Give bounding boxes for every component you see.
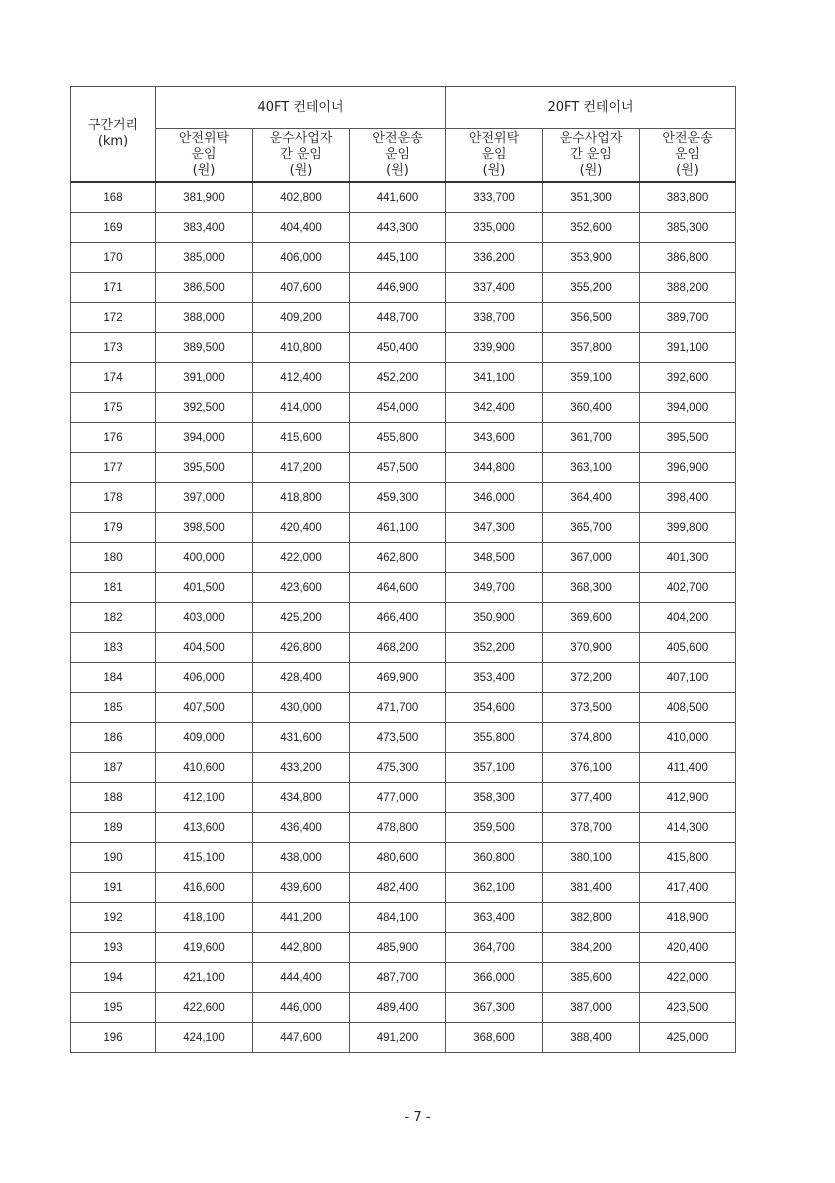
20ft-carrier-cell: 359,100 — [543, 363, 640, 393]
table-row — [71, 273, 736, 303]
table-row — [71, 903, 736, 933]
table-body — [71, 182, 736, 1053]
20ft-transport-cell: 388,200 — [640, 273, 736, 303]
40ft-carrier-cell: 438,000 — [253, 843, 350, 873]
40ft-consign-cell: 406,000 — [156, 663, 253, 693]
20ft-consign-cell: 360,800 — [446, 843, 543, 873]
40ft-consign-cell: 419,600 — [156, 933, 253, 963]
40ft-transport-cell: 459,300 — [350, 483, 446, 513]
20ft-carrier-cell: 377,400 — [543, 783, 640, 813]
20ft-consign-cell: 358,300 — [446, 783, 543, 813]
20ft-consign-cell: 341,100 — [446, 363, 543, 393]
distance-cell: 191 — [71, 873, 156, 903]
table-row — [71, 513, 736, 543]
20ft-carrier-cell: 365,700 — [543, 513, 640, 543]
40ft-transport-cell: 445,100 — [350, 243, 446, 273]
40ft-consign-cell: 398,500 — [156, 513, 253, 543]
40ft-carrier-cell: 442,800 — [253, 933, 350, 963]
table-row — [71, 813, 736, 843]
20ft-transport-cell: 410,000 — [640, 723, 736, 753]
distance-cell: 188 — [71, 783, 156, 813]
20ft-consign-cell: 364,700 — [446, 933, 543, 963]
40ft-consign-cell: 412,100 — [156, 783, 253, 813]
table-row — [71, 963, 736, 993]
page-number: - 7 - — [404, 1110, 431, 1125]
40ft-transport-cell: 484,100 — [350, 903, 446, 933]
20ft-consign-cell: 366,000 — [446, 963, 543, 993]
20ft-consign-cell: 348,500 — [446, 543, 543, 573]
40ft-transport-cell: 457,500 — [350, 453, 446, 483]
40ft-transport-cell: 482,400 — [350, 873, 446, 903]
40ft-transport-cell: 452,200 — [350, 363, 446, 393]
20ft-carrier-cell: 381,400 — [543, 873, 640, 903]
20ft-transport-cell: 392,600 — [640, 363, 736, 393]
table-row — [71, 453, 736, 483]
20ft-transport-cell: 423,500 — [640, 993, 736, 1023]
20ft-transport-cell: 394,000 — [640, 393, 736, 423]
table-row — [71, 333, 736, 363]
distance-cell: 168 — [71, 182, 156, 213]
20ft-transport-cell: 405,600 — [640, 633, 736, 663]
20ft-consign-cell: 342,400 — [446, 393, 543, 423]
40ft-consign-cell: 416,600 — [156, 873, 253, 903]
20ft-consign-cell: 347,300 — [446, 513, 543, 543]
40ft-consign-cell: 391,000 — [156, 363, 253, 393]
20ft-consign-cell: 333,700 — [446, 182, 543, 213]
header-20ft-consign: 안전위탁 운임 (원) — [446, 129, 543, 183]
20ft-consign-cell: 363,400 — [446, 903, 543, 933]
20ft-carrier-cell: 385,600 — [543, 963, 640, 993]
distance-cell: 194 — [71, 963, 156, 993]
20ft-consign-cell: 335,000 — [446, 213, 543, 243]
20ft-consign-cell: 353,400 — [446, 663, 543, 693]
40ft-consign-cell: 403,000 — [156, 603, 253, 633]
20ft-carrier-cell: 361,700 — [543, 423, 640, 453]
header-group-20ft: 20FT 컨테이너 — [446, 87, 736, 129]
20ft-transport-cell: 398,400 — [640, 483, 736, 513]
20ft-transport-cell: 395,500 — [640, 423, 736, 453]
distance-cell: 181 — [71, 573, 156, 603]
40ft-transport-cell: 480,600 — [350, 843, 446, 873]
table-row — [71, 393, 736, 423]
40ft-transport-cell: 446,900 — [350, 273, 446, 303]
40ft-transport-cell: 448,700 — [350, 303, 446, 333]
40ft-carrier-cell: 426,800 — [253, 633, 350, 663]
20ft-consign-cell: 355,800 — [446, 723, 543, 753]
20ft-transport-cell: 404,200 — [640, 603, 736, 633]
40ft-transport-cell: 489,400 — [350, 993, 446, 1023]
40ft-transport-cell: 485,900 — [350, 933, 446, 963]
distance-cell: 184 — [71, 663, 156, 693]
20ft-carrier-cell: 357,800 — [543, 333, 640, 363]
distance-cell: 171 — [71, 273, 156, 303]
20ft-transport-cell: 383,800 — [640, 182, 736, 213]
table-row — [71, 363, 736, 393]
40ft-carrier-cell: 444,400 — [253, 963, 350, 993]
40ft-carrier-cell: 410,800 — [253, 333, 350, 363]
40ft-consign-cell: 383,400 — [156, 213, 253, 243]
20ft-consign-cell: 337,400 — [446, 273, 543, 303]
20ft-consign-cell: 362,100 — [446, 873, 543, 903]
20ft-transport-cell: 414,300 — [640, 813, 736, 843]
table-row — [71, 753, 736, 783]
table-row — [71, 213, 736, 243]
20ft-carrier-cell: 364,400 — [543, 483, 640, 513]
20ft-carrier-cell: 367,000 — [543, 543, 640, 573]
40ft-consign-cell: 400,000 — [156, 543, 253, 573]
40ft-carrier-cell: 414,000 — [253, 393, 350, 423]
distance-cell: 170 — [71, 243, 156, 273]
40ft-transport-cell: 468,200 — [350, 633, 446, 663]
table-row — [71, 243, 736, 273]
20ft-consign-cell: 367,300 — [446, 993, 543, 1023]
header-20ft-carrier: 운수사업자 간 운임 (원) — [543, 129, 640, 183]
40ft-carrier-cell: 412,400 — [253, 363, 350, 393]
20ft-consign-cell: 349,700 — [446, 573, 543, 603]
40ft-consign-cell: 395,500 — [156, 453, 253, 483]
40ft-transport-cell: 443,300 — [350, 213, 446, 243]
table-row — [71, 543, 736, 573]
40ft-consign-cell: 410,600 — [156, 753, 253, 783]
20ft-transport-cell: 386,800 — [640, 243, 736, 273]
distance-cell: 182 — [71, 603, 156, 633]
distance-cell: 186 — [71, 723, 156, 753]
40ft-carrier-cell: 439,600 — [253, 873, 350, 903]
20ft-consign-cell: 336,200 — [446, 243, 543, 273]
distance-cell: 195 — [71, 993, 156, 1023]
header-20ft-transport: 안전운송 운임 (원) — [640, 129, 736, 183]
40ft-transport-cell: 469,900 — [350, 663, 446, 693]
20ft-carrier-cell: 387,000 — [543, 993, 640, 1023]
40ft-consign-cell: 424,100 — [156, 1023, 253, 1053]
20ft-carrier-cell: 370,900 — [543, 633, 640, 663]
20ft-consign-cell: 344,800 — [446, 453, 543, 483]
20ft-carrier-cell: 360,400 — [543, 393, 640, 423]
40ft-consign-cell: 409,000 — [156, 723, 253, 753]
table-row — [71, 843, 736, 873]
40ft-consign-cell: 388,000 — [156, 303, 253, 333]
20ft-carrier-cell: 355,200 — [543, 273, 640, 303]
40ft-consign-cell: 392,500 — [156, 393, 253, 423]
40ft-consign-cell: 386,500 — [156, 273, 253, 303]
20ft-transport-cell: 425,000 — [640, 1023, 736, 1053]
distance-cell: 180 — [71, 543, 156, 573]
fare-table — [70, 86, 736, 1053]
distance-cell: 185 — [71, 693, 156, 723]
20ft-transport-cell: 418,900 — [640, 903, 736, 933]
40ft-consign-cell: 389,500 — [156, 333, 253, 363]
20ft-carrier-cell: 378,700 — [543, 813, 640, 843]
40ft-consign-cell: 418,100 — [156, 903, 253, 933]
distance-cell: 183 — [71, 633, 156, 663]
40ft-carrier-cell: 446,000 — [253, 993, 350, 1023]
20ft-carrier-cell: 374,800 — [543, 723, 640, 753]
20ft-transport-cell: 422,000 — [640, 963, 736, 993]
distance-cell: 178 — [71, 483, 156, 513]
table-row — [71, 1023, 736, 1053]
40ft-consign-cell: 401,500 — [156, 573, 253, 603]
table-row — [71, 933, 736, 963]
40ft-carrier-cell: 417,200 — [253, 453, 350, 483]
20ft-carrier-cell: 351,300 — [543, 182, 640, 213]
table-row — [71, 693, 736, 723]
20ft-carrier-cell: 352,600 — [543, 213, 640, 243]
40ft-transport-cell: 475,300 — [350, 753, 446, 783]
table-row — [71, 603, 736, 633]
distance-cell: 169 — [71, 213, 156, 243]
40ft-carrier-cell: 418,800 — [253, 483, 350, 513]
distance-cell: 174 — [71, 363, 156, 393]
distance-cell: 175 — [71, 393, 156, 423]
distance-cell: 177 — [71, 453, 156, 483]
table-row — [71, 573, 736, 603]
40ft-carrier-cell: 409,200 — [253, 303, 350, 333]
distance-cell: 193 — [71, 933, 156, 963]
40ft-consign-cell: 404,500 — [156, 633, 253, 663]
20ft-carrier-cell: 373,500 — [543, 693, 640, 723]
distance-cell: 196 — [71, 1023, 156, 1053]
table-row — [71, 303, 736, 333]
40ft-carrier-cell: 406,000 — [253, 243, 350, 273]
40ft-carrier-cell: 425,200 — [253, 603, 350, 633]
20ft-consign-cell: 352,200 — [446, 633, 543, 663]
40ft-carrier-cell: 433,200 — [253, 753, 350, 783]
40ft-consign-cell: 415,100 — [156, 843, 253, 873]
table-row — [71, 873, 736, 903]
20ft-consign-cell: 368,600 — [446, 1023, 543, 1053]
table-row — [71, 723, 736, 753]
table-header — [71, 87, 736, 183]
20ft-carrier-cell: 356,500 — [543, 303, 640, 333]
20ft-transport-cell: 412,900 — [640, 783, 736, 813]
table-row — [71, 423, 736, 453]
distance-cell: 189 — [71, 813, 156, 843]
40ft-carrier-cell: 431,600 — [253, 723, 350, 753]
40ft-carrier-cell: 404,400 — [253, 213, 350, 243]
20ft-transport-cell: 402,700 — [640, 573, 736, 603]
40ft-consign-cell: 422,600 — [156, 993, 253, 1023]
40ft-consign-cell: 407,500 — [156, 693, 253, 723]
distance-cell: 190 — [71, 843, 156, 873]
20ft-transport-cell: 420,400 — [640, 933, 736, 963]
distance-cell: 176 — [71, 423, 156, 453]
distance-cell: 187 — [71, 753, 156, 783]
40ft-transport-cell: 450,400 — [350, 333, 446, 363]
20ft-transport-cell: 399,800 — [640, 513, 736, 543]
header-40ft-carrier: 운수사업자 간 운임 (원) — [253, 129, 350, 183]
20ft-consign-cell: 346,000 — [446, 483, 543, 513]
table-row — [71, 633, 736, 663]
20ft-carrier-cell: 363,100 — [543, 453, 640, 483]
distance-cell: 192 — [71, 903, 156, 933]
20ft-consign-cell: 354,600 — [446, 693, 543, 723]
20ft-transport-cell: 407,100 — [640, 663, 736, 693]
20ft-consign-cell: 343,600 — [446, 423, 543, 453]
40ft-transport-cell: 464,600 — [350, 573, 446, 603]
20ft-carrier-cell: 388,400 — [543, 1023, 640, 1053]
40ft-carrier-cell: 423,600 — [253, 573, 350, 603]
40ft-transport-cell: 454,000 — [350, 393, 446, 423]
40ft-transport-cell: 455,800 — [350, 423, 446, 453]
40ft-carrier-cell: 422,000 — [253, 543, 350, 573]
40ft-consign-cell: 421,100 — [156, 963, 253, 993]
40ft-transport-cell: 466,400 — [350, 603, 446, 633]
40ft-carrier-cell: 430,000 — [253, 693, 350, 723]
20ft-carrier-cell: 372,200 — [543, 663, 640, 693]
20ft-transport-cell: 396,900 — [640, 453, 736, 483]
20ft-carrier-cell: 353,900 — [543, 243, 640, 273]
20ft-consign-cell: 359,500 — [446, 813, 543, 843]
20ft-transport-cell: 385,300 — [640, 213, 736, 243]
20ft-consign-cell: 338,700 — [446, 303, 543, 333]
distance-cell: 173 — [71, 333, 156, 363]
40ft-consign-cell: 394,000 — [156, 423, 253, 453]
table-row — [71, 182, 736, 213]
40ft-carrier-cell: 447,600 — [253, 1023, 350, 1053]
40ft-carrier-cell: 420,400 — [253, 513, 350, 543]
20ft-carrier-cell: 380,100 — [543, 843, 640, 873]
header-distance: 구간거리 (km) — [71, 87, 156, 183]
40ft-transport-cell: 441,600 — [350, 182, 446, 213]
20ft-transport-cell: 408,500 — [640, 693, 736, 723]
40ft-transport-cell: 462,800 — [350, 543, 446, 573]
header-40ft-consign: 안전위탁 운임 (원) — [156, 129, 253, 183]
40ft-carrier-cell: 407,600 — [253, 273, 350, 303]
40ft-carrier-cell: 402,800 — [253, 182, 350, 213]
40ft-transport-cell: 477,000 — [350, 783, 446, 813]
20ft-consign-cell: 350,900 — [446, 603, 543, 633]
table-row — [71, 483, 736, 513]
20ft-transport-cell: 401,300 — [640, 543, 736, 573]
header-40ft-transport: 안전운송 운임 (원) — [350, 129, 446, 183]
20ft-transport-cell: 415,800 — [640, 843, 736, 873]
40ft-consign-cell: 413,600 — [156, 813, 253, 843]
40ft-transport-cell: 491,200 — [350, 1023, 446, 1053]
20ft-transport-cell: 389,700 — [640, 303, 736, 333]
40ft-carrier-cell: 441,200 — [253, 903, 350, 933]
40ft-transport-cell: 471,700 — [350, 693, 446, 723]
20ft-carrier-cell: 382,800 — [543, 903, 640, 933]
40ft-consign-cell: 397,000 — [156, 483, 253, 513]
20ft-carrier-cell: 384,200 — [543, 933, 640, 963]
40ft-carrier-cell: 415,600 — [253, 423, 350, 453]
20ft-consign-cell: 339,900 — [446, 333, 543, 363]
distance-cell: 172 — [71, 303, 156, 333]
20ft-consign-cell: 357,100 — [446, 753, 543, 783]
40ft-transport-cell: 487,700 — [350, 963, 446, 993]
40ft-transport-cell: 473,500 — [350, 723, 446, 753]
20ft-transport-cell: 411,400 — [640, 753, 736, 783]
40ft-consign-cell: 381,900 — [156, 182, 253, 213]
table-row — [71, 663, 736, 693]
40ft-carrier-cell: 434,800 — [253, 783, 350, 813]
40ft-transport-cell: 461,100 — [350, 513, 446, 543]
20ft-transport-cell: 417,400 — [640, 873, 736, 903]
20ft-transport-cell: 391,100 — [640, 333, 736, 363]
20ft-carrier-cell: 376,100 — [543, 753, 640, 783]
header-group-40ft: 40FT 컨테이너 — [156, 87, 446, 129]
40ft-carrier-cell: 428,400 — [253, 663, 350, 693]
table-row — [71, 783, 736, 813]
40ft-carrier-cell: 436,400 — [253, 813, 350, 843]
20ft-carrier-cell: 369,600 — [543, 603, 640, 633]
40ft-consign-cell: 385,000 — [156, 243, 253, 273]
table-row — [71, 993, 736, 1023]
distance-cell: 179 — [71, 513, 156, 543]
40ft-transport-cell: 478,800 — [350, 813, 446, 843]
20ft-carrier-cell: 368,300 — [543, 573, 640, 603]
